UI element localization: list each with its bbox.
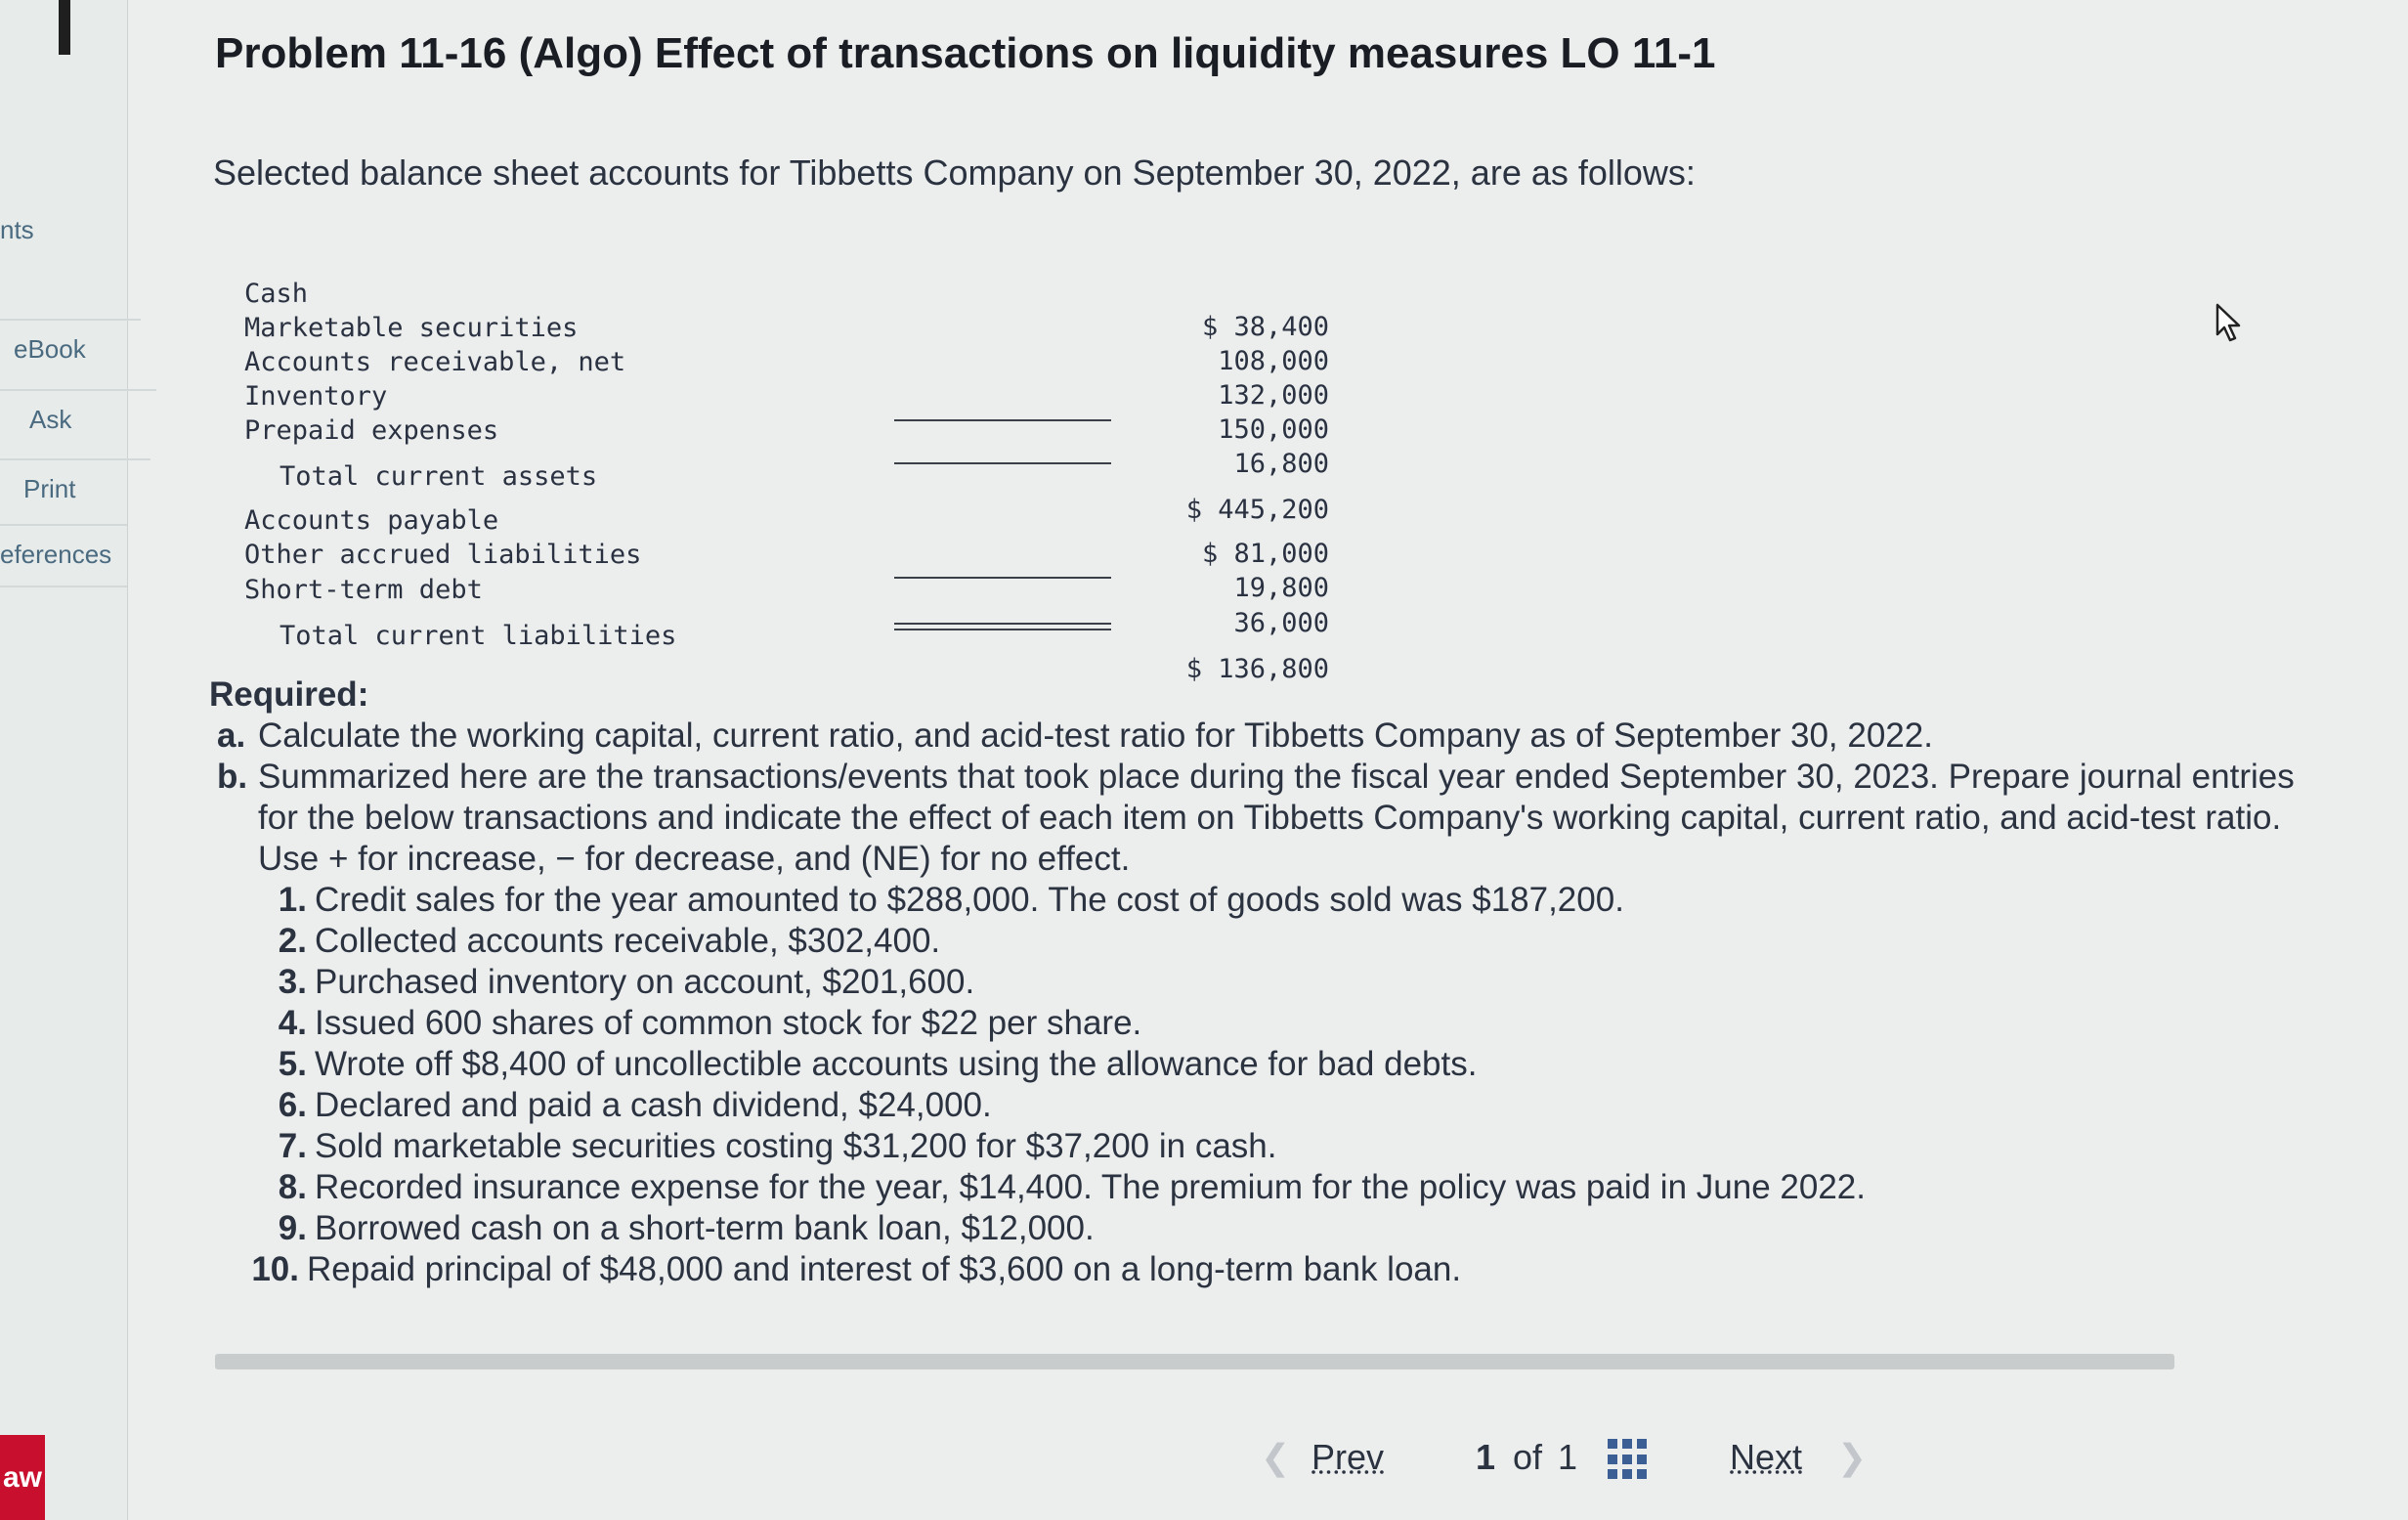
account-amount: 16,800 — [1233, 449, 1329, 479]
cursor-icon — [2214, 303, 2248, 344]
requirement-b — [209, 757, 2340, 880]
list-item — [209, 1003, 2340, 1044]
list-item — [209, 1085, 2340, 1126]
item-number: 2. — [278, 922, 307, 960]
account-label: Short-term debt — [244, 575, 483, 605]
account-amount: 36,000 — [1233, 608, 1329, 638]
account-amount: $ 445,200 — [1185, 495, 1329, 525]
chevron-right-icon: ❯ — [1837, 1437, 1868, 1477]
item-text: Borrowed cash on a short-term bank loan, $12,000. — [315, 1209, 1095, 1247]
required-heading: Required: — [209, 675, 369, 714]
item-number: 4. — [278, 1004, 307, 1042]
account-label: Total current assets — [280, 461, 598, 492]
subtotal-rule — [894, 419, 1111, 421]
item-number: 7. — [278, 1127, 307, 1165]
current-page: 1 — [1476, 1437, 1496, 1477]
sidebar-item-references[interactable]: eferences — [0, 524, 127, 587]
next-button[interactable]: Next — [1730, 1437, 1803, 1477]
item-text: Purchased inventory on account, $201,600. — [315, 963, 975, 1001]
item-number: 9. — [278, 1209, 307, 1247]
sidebar-item-ebook[interactable]: eBook — [0, 319, 141, 365]
requirement-key: b. — [217, 758, 248, 796]
page-of-label: of — [1513, 1437, 1543, 1477]
item-text: Recorded insurance expense for the year, $14,400. The premium for the policy was paid in June 2022. — [315, 1168, 1866, 1206]
sidebar — [0, 0, 128, 1520]
sidebar-marker — [59, 0, 70, 55]
account-amount: $ 81,000 — [1201, 539, 1329, 569]
account-label: Prepaid expenses — [244, 415, 499, 446]
list-item — [209, 962, 2340, 1003]
list-item — [209, 1126, 2340, 1167]
double-total-rule — [894, 629, 1111, 630]
requirement-key: a. — [217, 717, 246, 755]
requirement-text: Calculate the working capital, current ratio, and acid-test ratio for Tibbetts Company as of September 30, 2022. — [258, 717, 1933, 755]
chevron-left-icon: ❮ — [1261, 1437, 1291, 1477]
item-number: 5. — [278, 1045, 307, 1083]
list-item — [209, 921, 2340, 962]
item-text: Repaid principal of $48,000 and interest of $3,600 on a long-term bank loan. — [307, 1250, 1462, 1288]
total-rule — [894, 462, 1111, 464]
prev-button[interactable]: Prev — [1312, 1437, 1385, 1477]
double-total-rule — [894, 623, 1111, 625]
item-number: 6. — [278, 1086, 307, 1124]
item-text: Issued 600 shares of common stock for $22 per share. — [315, 1004, 1142, 1042]
item-text: Collected accounts receivable, $302,400. — [315, 922, 941, 960]
item-number: 10. — [251, 1250, 299, 1288]
requirement-a — [209, 716, 2340, 757]
problem-title: Problem 11-16 (Algo) Effect of transactions on liquidity measures LO 11-1 — [215, 29, 1716, 77]
list-item — [209, 880, 2340, 921]
sidebar-item-ask[interactable]: Ask — [0, 389, 156, 435]
item-text: Declared and paid a cash dividend, $24,000. — [315, 1086, 992, 1124]
grid-icon[interactable] — [1608, 1439, 1649, 1480]
list-item — [209, 1167, 2340, 1208]
account-label: Inventory — [244, 381, 388, 412]
item-number: 3. — [278, 963, 307, 1001]
account-label: Other accrued liabilities — [244, 540, 642, 570]
item-text: Sold marketable securities costing $31,200 for $37,200 in cash. — [315, 1127, 1277, 1165]
item-number: 8. — [278, 1168, 307, 1206]
sidebar-item-contents[interactable]: nts — [0, 215, 34, 244]
required-section — [209, 674, 2340, 1290]
account-label: Cash — [244, 279, 309, 309]
item-text: Wrote off $8,400 of uncollectible accounts using the allowance for bad debts. — [315, 1045, 1478, 1083]
account-amount: 108,000 — [1218, 346, 1329, 376]
horizontal-scrollbar[interactable] — [215, 1354, 2174, 1369]
account-amount: 132,000 — [1218, 380, 1329, 411]
brand-logo: aw — [0, 1435, 45, 1520]
transaction-list — [209, 880, 2340, 1290]
subtotal-rule — [894, 577, 1111, 579]
list-item — [209, 1208, 2340, 1249]
account-label: Accounts receivable, net — [244, 347, 626, 377]
account-amount: 19,800 — [1233, 573, 1329, 603]
account-label: Accounts payable — [244, 505, 499, 536]
requirement-text: Summarized here are the transactions/events that took place during the fiscal year ended September 30, 2023. Prepare journal entries for the below transactions and indicate the effect of each item on Tibbetts Company's working capital, current ratio, and acid-test ratio. Use + for increase, − for decrease, and (NE) for no effect. — [258, 758, 2295, 878]
account-amount: $ 38,400 — [1201, 312, 1329, 342]
account-label: Marketable securities — [244, 313, 579, 343]
sidebar-item-print[interactable]: Print — [0, 458, 150, 504]
item-number: 1. — [278, 881, 307, 919]
total-pages: 1 — [1558, 1437, 1578, 1477]
account-amount: $ 136,800 — [1185, 654, 1329, 684]
list-item — [209, 1044, 2340, 1085]
intro-text: Selected balance sheet accounts for Tibbetts Company on September 30, 2022, are as follows: — [213, 152, 1696, 193]
account-amount: 150,000 — [1218, 414, 1329, 445]
list-item — [209, 1249, 2340, 1290]
item-text: Credit sales for the year amounted to $288,000. The cost of goods sold was $187,200. — [315, 881, 1624, 919]
account-label: Total current liabilities — [280, 621, 677, 651]
